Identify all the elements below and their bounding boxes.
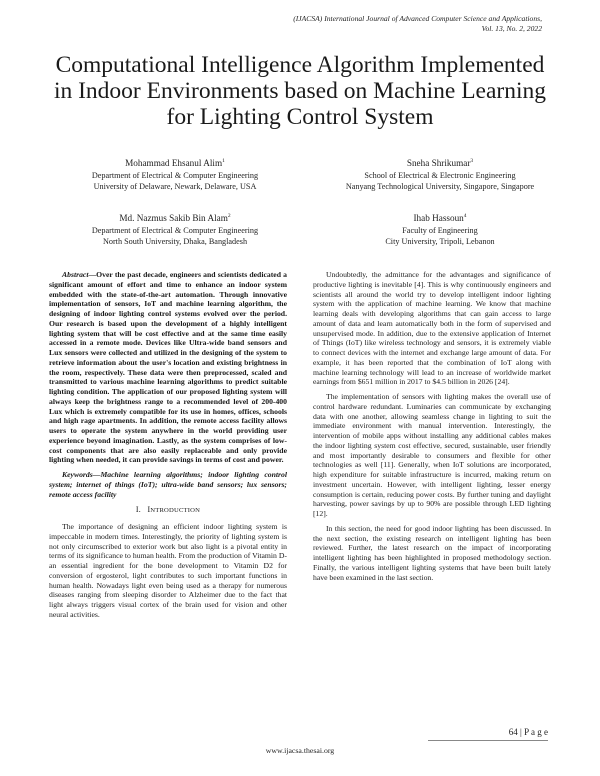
journal-volume: Vol. 13, No. 2, 2022 (481, 24, 542, 33)
author-sup: 4 (463, 213, 467, 219)
abstract (49, 270, 287, 465)
footer-url[interactable]: www.ijacsa.thesai.org (265, 746, 335, 755)
author-dept: Department of Electrical & Computer Engineering (91, 226, 259, 236)
author-block-2 (50, 211, 300, 247)
title-line-2: in Indoor Environments based on Machine Learning (53, 78, 547, 104)
intro-paragraph: The importance of designing an efficient indoor lighting system is impeccable in modern times. Interestingly, the priority of lighting system is not only circumscribed to exterior work but also light is a pivotal entity in terms of its significance to human health. From the production of Vitamin D- an essential ingredient for the bone development to Vitamin D2 for conversion of ergosterol, light contributes to such important functions in human health. Nowadays light even being used as a therapy for numerous diseases ranging from sleeping disorder to Alzheimer due to the fact that light always triggers visual cortex of the brain used for vision and other neural activities. (49, 522, 287, 619)
section-title-rest: NTRODUCTION (150, 507, 201, 515)
author-affil: City University, Tripoli, Lebanon (385, 237, 495, 247)
author-name: Sneha Shrikumar (406, 158, 471, 169)
journal-name: (IJACSA) International Journal of Advanced Computer Science and Applications, (293, 14, 542, 23)
author-sup: 1 (222, 158, 225, 164)
keywords (49, 470, 287, 499)
author-sup: 3 (470, 158, 474, 164)
journal-header (162, 14, 542, 34)
author-block-4 (315, 211, 565, 247)
section-numeral: I. (135, 505, 141, 515)
abstract-text: —Over the past decade, engineers and scientists dedicated a significant amount of effort and time to enhance an indoor system embedded with the state-of-the-art automation. Through innovative implementation of sensors, IoT and machine learning algorithm, the designing of indoor lighting control systems evolved over the period. Our research is based upon the development of a highly intelligent lighting system that will be cost effective and at the same time easily accessed in a remote mode. Devices like Ultra-wide band sensors and Lux sensors were collected and utilized in the designing of the system to retrieve information about the user's location and existing brightness in the room, respectively. These data were then preprocessed, scaled and transmitted to various machine learning algorithms to predict suitable lighting condition. The application of our proposed lighting system will always keep the brightness range to a recommended level of 200-400 Lux which is extremely compatible for its use in homes, offices, schools and high rage apartments. In addition, the remote access facility allows users to operate the system anywhere in the world providing user experience beyond imagination. Lastly, as the system comprises of low-cost components that are also easily replaceable and only provide lighting when needed, it can provide savings in terms of cost and power. (49, 270, 287, 465)
paper-title (40, 52, 560, 130)
body-paragraph: The implementation of sensors with lighting makes the overall use of control hardware redundant. Luminaries can communicate by exchanging data with one another, allowing seamless change in lighting to suit the immediate environment with manual intervention. Interestingly, the intervention of mobile apps without installing any additional cables makes the indoor lighting system cost effective, secured, sustainable, user friendly and most importantly desirable to consumers and flexible for other technologies as well [11]. Generally, when IoT solutions are incorporated, high expenditure for suitable infrastructure is incurred, making return on investment uncertain. However, with intelligent lighting, lesser energy consumption is certain, reducing power costs. By further tuning and daylight harvesting, power savings by up to 90% are possible through LED lighting [12]. (313, 392, 551, 518)
section-heading-introduction (49, 505, 287, 516)
author-block-1 (50, 156, 300, 192)
author-dept: Department of Electrical & Computer Engineering (91, 171, 259, 181)
right-column (313, 270, 551, 587)
author-block-3 (315, 156, 565, 192)
keywords-label: Keywords (62, 470, 93, 479)
author-dept: Faculty of Engineering (402, 226, 478, 236)
author-affil: North South University, Dhaka, Bangladesh (102, 237, 248, 247)
author-name: Ihab Hassoun (413, 213, 464, 224)
body-paragraph: Undoubtedly, the admittance for the advantages and significance of productive lighting is inevitable [4]. This is why continuously engineers and scientists all around the world try to develop intelligent indoor lighting system with the application of machine learning. We know that machine learning deals with developing algorithms that can gain access to large amount of data and learn automatically both in the form of supervised and unsupervised mode. In addition, due to the extensive application of Internet of Things (IoT) like wireless technology and sensors, it is extremely viable to connect devices with the internet and exchange large amount of data. For example, it has been reported that the combination of IoT along with machine learning technology will lead to an increase of worldwide market earnings from $651 million in 2017 to $4.5 billion in 2026 [24]. (313, 270, 551, 387)
author-affil: Nanyang Technological University, Singapore, Singapore (345, 182, 535, 192)
keywords-text: —Machine learning algorithms; indoor lighting control system; internet of things (IoT); ultra-wide band sensors; lux sensors; remote access facility (49, 470, 287, 499)
author-name: Md. Nazmus Sakib Bin Alam (119, 213, 228, 224)
author-affil: University of Delaware, Newark, Delaware, USA (93, 182, 257, 192)
author-sup: 2 (227, 213, 231, 219)
author-dept: School of Electrical & Electronic Engineering (364, 171, 516, 181)
title-line-3: for Lighting Control System (166, 104, 434, 130)
body-paragraph: In this section, the need for good indoor lighting has been discussed. In the next section, the existing research on intelligent lighting has been reviewed. Further, the latest research on the impact of incorporating intelligent lighting has been highlighted in proposed methodology section. Finally, the various intelligent lighting systems that have been built lately have been examined in the last section. (313, 523, 551, 582)
author-name: Mohammad Ehsanul Alim (125, 158, 223, 169)
left-column (49, 270, 287, 625)
section-first-letter: I (147, 505, 151, 515)
page-number: 64 | P a g e (428, 727, 548, 741)
title-line-1: Computational Intelligence Algorithm Implemented (55, 52, 545, 78)
abstract-label: Abstract (62, 270, 89, 279)
